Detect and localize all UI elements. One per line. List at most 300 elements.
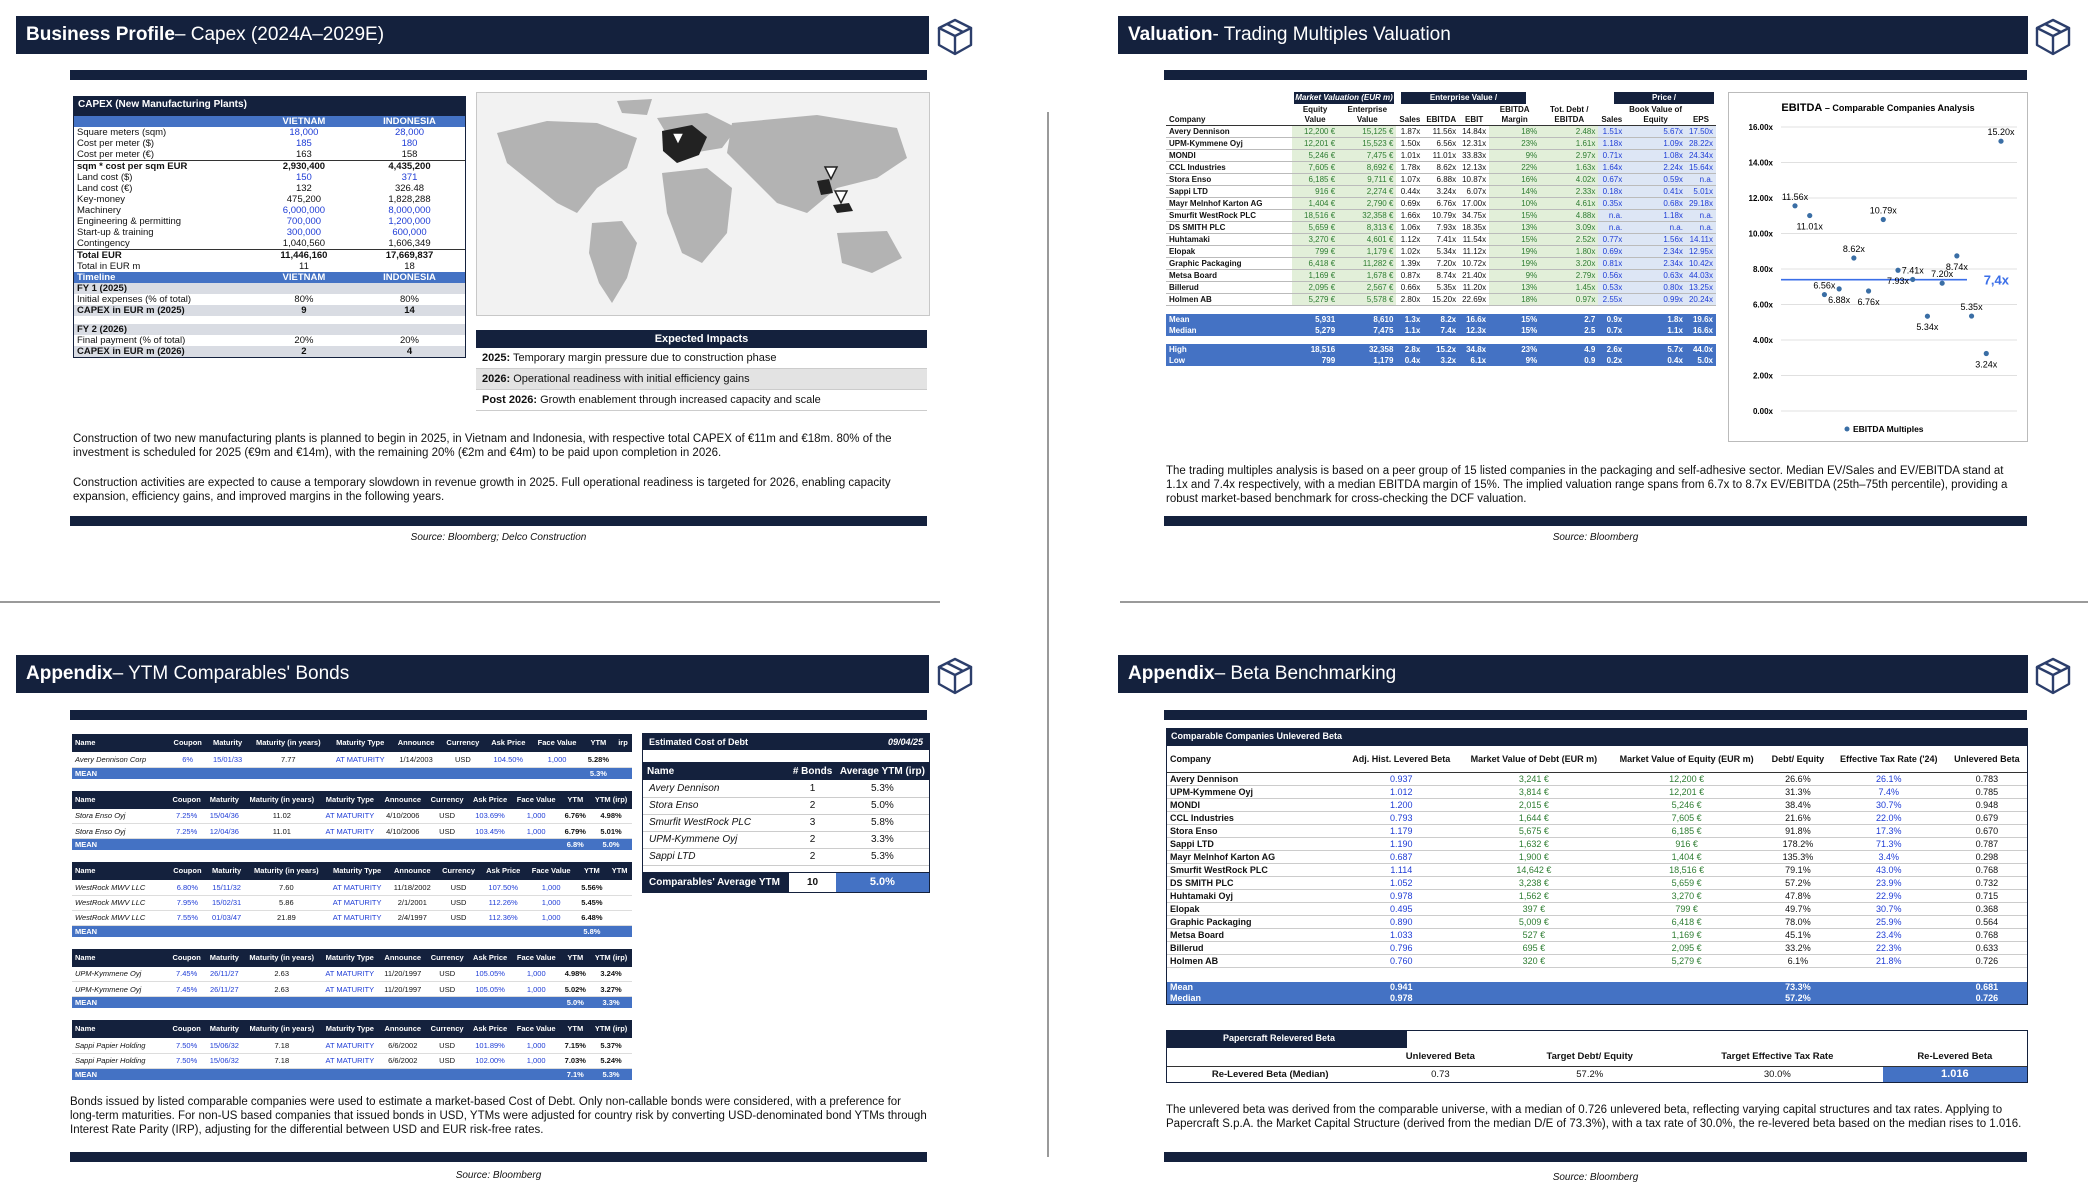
beta-header: Company — [1170, 753, 1212, 764]
beta-company: Sappi LTD — [1170, 838, 1214, 849]
bond-mean-irp — [607, 925, 632, 937]
beta-cell: 71.3% — [1875, 838, 1902, 849]
beta-company: MONDI — [1170, 799, 1200, 810]
multiples-cell: 1.80x — [1540, 246, 1598, 258]
chart-title: EBITDA – Comparable Companies Analysis — [1781, 102, 1975, 114]
data-label: 8.74x — [1945, 261, 1968, 272]
beta-cell: 0.495 — [1390, 903, 1413, 914]
capex-row-indonesia: 600,000 — [392, 227, 427, 238]
stat-cell: 1.3x — [1404, 315, 1421, 324]
beta-cell: 1.114 — [1390, 864, 1413, 875]
bond-header: Maturity Type — [333, 866, 382, 875]
beta-header: Market Value of Debt (EUR m) — [1470, 753, 1598, 764]
bond-header: Name — [75, 1024, 96, 1033]
beta-cell: 916 € — [1675, 838, 1698, 849]
multiples-cell: 2.80x — [1400, 295, 1421, 304]
bond-cell: 6% — [182, 754, 194, 764]
bond-cell: 11.02 — [272, 811, 291, 821]
bond-header: Face Value — [531, 866, 571, 875]
relev-h-unlev: Unlevered Beta — [1405, 1051, 1475, 1063]
beta-stat-empty — [1831, 993, 1947, 1004]
stat-cell: High — [1169, 345, 1187, 354]
data-point — [1925, 314, 1930, 319]
stat-cell: 15.2x — [1436, 345, 1457, 354]
bond-cell: 7.45% — [175, 984, 198, 994]
beta-cell: 0.783 — [1975, 773, 1999, 784]
multiples-cell: 2.97x — [1540, 150, 1598, 162]
beta-row — [1167, 772, 2027, 785]
multiples-cell: 7.41x — [1436, 235, 1457, 244]
multiples-cell: 4.61x — [1540, 198, 1598, 210]
data-point — [1969, 313, 1974, 318]
multiples-cell: 3.24x — [1436, 187, 1457, 196]
beta-header: Unlevered Beta — [1954, 753, 2020, 764]
multiples-cell: 1.45x — [1540, 282, 1598, 294]
beta-cell: 0.978 — [1390, 890, 1413, 901]
bond-row — [72, 1038, 632, 1053]
multiples-cell: 13.25x — [1686, 282, 1716, 294]
multiples-cell: 11.01x — [1432, 151, 1457, 160]
bond-header: Currency — [446, 738, 480, 747]
timeline-indonesia: INDONESIA — [383, 272, 436, 283]
bond-header: Maturity (in years) — [255, 738, 321, 747]
panel2-header — [1118, 16, 2028, 54]
multiples-header: Enterprise Value — [1347, 105, 1388, 124]
capex-row-indonesia: 1,828,288 — [388, 194, 431, 205]
bond-cell: 101.89% — [475, 1040, 505, 1050]
data-point — [1910, 277, 1915, 282]
bond-table — [72, 734, 632, 779]
beta-company: Mayr Melnhof Karton AG — [1170, 851, 1276, 862]
multiples-cell: 21.40x — [1462, 271, 1487, 280]
multiples-cell: 24.34x — [1686, 150, 1716, 162]
bond-row — [72, 910, 632, 925]
bond-header: Coupon — [172, 794, 201, 804]
bond-cell: 1,000 — [547, 754, 567, 764]
bond-cell: USD — [439, 1056, 455, 1065]
data-point — [1807, 213, 1812, 218]
bond-cell: AT MATURITY — [325, 969, 375, 979]
stat-cell: 0.9x — [1606, 315, 1623, 324]
multiples-cell: 1.18x — [1625, 210, 1686, 222]
panel2-source: Source: Bloomberg — [1552, 532, 1639, 543]
cod-avg-label: Comparables' Average YTM — [643, 872, 789, 892]
panel4-bottom-bar — [1164, 1152, 2027, 1162]
panel4-paragraph: The unlevered beta was derived from the comparable universe, with a median of 0.726 unlevered beta, reflecting varying capital structures and tax rates. Applying to Papercraft S.p.A. the Market Capital Structure (derived from the median D/E of 73.3%), with a tax rate of 30.0%, the re-levered beta based on the median rises to 1.016. — [1166, 1104, 2022, 1130]
bond-header: Maturity (in years) — [249, 952, 315, 962]
data-label: 5.35x — [1960, 302, 1983, 313]
stat-cell: 5.7x — [1667, 345, 1683, 354]
bond-header: Ask Price — [486, 866, 521, 875]
multiples-cell: 9,711 € — [1338, 174, 1396, 186]
beta-cell: 1.200 — [1390, 799, 1413, 810]
bond-cell: 4.98% — [600, 811, 622, 821]
vertical-divider — [1047, 112, 1049, 1157]
bond-cell: 26/11/27 — [210, 969, 239, 979]
beta-cell: 91.8% — [1785, 825, 1811, 836]
bond-header: YTM — [567, 794, 584, 804]
y-tick-label: 14.00x — [1748, 158, 1773, 168]
beta-company: DS SMITH PLC — [1170, 877, 1234, 888]
beta-cell: 43.0% — [1875, 864, 1902, 875]
multiples-cell: 18.35x — [1462, 223, 1487, 232]
group-headers — [1166, 92, 1716, 105]
data-label: 5.34x — [1916, 322, 1939, 333]
bond-cell: 11.01 — [272, 826, 291, 836]
beta-row — [1167, 863, 2027, 876]
capex-row-label: Land cost (€) — [77, 183, 133, 194]
multiples-cell: 6,418 € — [1292, 258, 1338, 270]
multiples-cell: 0.41x — [1625, 186, 1686, 198]
company-name: Billerud — [1169, 283, 1199, 292]
beta-cell: 3,238 € — [1518, 877, 1549, 888]
bond-cell: Stora Enso Oyj — [75, 826, 126, 836]
bond-cell: 1,000 — [541, 898, 561, 907]
multiples-row — [1166, 126, 1716, 138]
beta-cell: 0.732 — [1975, 877, 1999, 888]
panel3-top-bar — [70, 710, 927, 720]
capex-row — [74, 261, 465, 272]
bond-cell: USD — [450, 882, 467, 892]
bond-cell: 3.24% — [600, 969, 622, 979]
beta-cell: 1,562 € — [1518, 890, 1549, 901]
capex-row-indonesia: 371 — [401, 172, 418, 183]
capex-row-label: Total EUR — [77, 250, 122, 261]
multiples-cell: 5,659 € — [1292, 222, 1338, 234]
beta-cell: 14,642 € — [1516, 864, 1552, 875]
multiples-cell: 13% — [1489, 222, 1540, 234]
bond-cell: 4.98% — [564, 969, 586, 979]
beta-header: Market Value of Equity (EUR m) — [1619, 753, 1754, 764]
beta-cell: 30.7% — [1875, 903, 1902, 914]
bond-header: Coupon — [173, 738, 202, 747]
bond-header: Ask Price — [472, 1024, 508, 1033]
stat-cell: 2.6x — [1606, 345, 1623, 354]
capex-row — [74, 172, 465, 183]
beta-row — [1167, 824, 2027, 837]
multiples-row — [1166, 234, 1716, 246]
bond-cell: 103.69% — [475, 811, 505, 821]
bond-cell: USD — [439, 826, 455, 836]
multiples-cell: 2.33x — [1540, 186, 1598, 198]
bond-cell: 104.50% — [493, 754, 524, 764]
bond-cell: AT MATURITY — [332, 882, 382, 892]
bond-cell: 7.18 — [274, 1056, 290, 1065]
capex-row-vietnam: 11,446,160 — [280, 250, 328, 261]
multiples-cell: 0.66x — [1400, 283, 1421, 292]
bond-cell: 7.60 — [279, 882, 294, 892]
bond-header: Maturity — [209, 1024, 239, 1033]
beta-cell: 1.190 — [1390, 838, 1413, 849]
bond-cell: 11/20/1997 — [384, 984, 422, 994]
bond-cell: Stora Enso Oyj — [75, 811, 126, 821]
capex-row-indonesia: 28,000 — [394, 127, 425, 138]
capex-row-indonesia: 1,606,349 — [388, 238, 431, 249]
beta-header: Effective Tax Rate ('24) — [1839, 753, 1938, 764]
data-label: 8.62x — [1842, 243, 1865, 254]
bond-cell: 15/02/31 — [212, 898, 242, 907]
bond-cell: USD — [454, 754, 471, 764]
multiples-cell: 2.79x — [1540, 270, 1598, 282]
multiples-cell: 32,358 € — [1338, 210, 1396, 222]
cod-date: 09/04/25 — [887, 737, 923, 747]
multiples-cell: 22% — [1489, 162, 1540, 174]
multiples-cell: 17.50x — [1686, 126, 1716, 138]
multiples-cell: 0.68x — [1625, 198, 1686, 210]
beta-company: Huhtamaki Oyj — [1170, 890, 1234, 901]
multiples-header: EBITDA — [1426, 115, 1457, 124]
beta-cell: 78.0% — [1785, 916, 1811, 927]
beta-header: Debt/ Equity — [1771, 753, 1825, 764]
median-label: 7,4x — [1983, 272, 2009, 288]
beta-company: Stora Enso — [1170, 825, 1218, 836]
stat-cell: Mean — [1169, 315, 1190, 324]
beta-cell: 23.9% — [1875, 877, 1902, 888]
multiples-cell: n.a. — [1686, 174, 1716, 186]
relevered-beta-table — [1166, 1030, 2028, 1083]
bond-header: Maturity Type — [336, 738, 385, 747]
bond-cell: 1,000 — [541, 913, 561, 922]
beta-cell: 5,279 € — [1671, 955, 1702, 966]
expected-impacts-box — [476, 330, 927, 411]
beta-cell: 0.890 — [1390, 916, 1413, 927]
bond-cell: USD — [439, 811, 455, 821]
bond-cell: Sappi Papier Holding — [75, 1056, 146, 1065]
horizontal-divider-right — [1120, 601, 2088, 603]
multiples-cell: 8.62x — [1436, 163, 1457, 172]
bond-mean-irp: 3.3% — [602, 998, 620, 1007]
bond-cell: AT MATURITY — [325, 826, 375, 836]
data-label: 11.01x — [1796, 221, 1823, 232]
multiples-cell: 6,185 € — [1292, 174, 1338, 186]
bond-row — [72, 824, 632, 839]
beta-cell: 49.7% — [1785, 903, 1811, 914]
data-point — [1881, 217, 1886, 222]
bond-mean-label: MEAN — [75, 926, 98, 936]
unlevered-beta-table — [1166, 728, 2028, 1005]
multiples-cell: 0.35x — [1598, 198, 1625, 210]
multiples-stat-row — [1166, 325, 1716, 336]
bond-cell: 5.86 — [279, 898, 294, 907]
stat-cell: 7.4x — [1440, 326, 1457, 335]
bond-cell: 112.26% — [488, 898, 518, 907]
fy2-row2-label: CAPEX in EUR m (2026) — [77, 346, 185, 357]
stat-cell: 1,179 — [1373, 356, 1394, 365]
capex-row-indonesia: 17,669,837 — [385, 250, 434, 261]
bond-cell: 7.25% — [175, 811, 198, 821]
group-enterprise-value: Enterprise Value / — [1401, 92, 1526, 104]
data-label: 7.20x — [1931, 269, 1954, 280]
beta-cell: 3,270 € — [1671, 890, 1702, 901]
bond-table — [72, 1020, 632, 1080]
multiples-row — [1166, 150, 1716, 162]
impact-text: Growth enablement through increased capacity and scale — [537, 394, 821, 406]
beta-cell: 22.3% — [1875, 942, 1902, 953]
beta-stat-unlev: 0.726 — [1975, 993, 1999, 1003]
bond-header-row — [72, 862, 632, 880]
beta-stat-lev: 0.978 — [1390, 993, 1413, 1003]
bond-header: Name — [75, 794, 96, 804]
cod-cell: UPM-Kymmene Oyj — [649, 834, 738, 845]
bond-header: Maturity — [209, 794, 239, 804]
data-label: 10.79x — [1869, 205, 1897, 216]
stat-cell: 1.8x — [1667, 315, 1683, 324]
bond-cell: AT MATURITY — [325, 1056, 375, 1065]
multiples-row — [1166, 198, 1716, 210]
bond-mean-row — [72, 767, 632, 779]
cod-row — [643, 831, 929, 848]
bond-header: Maturity (in years) — [254, 866, 319, 875]
panel3-paragraph: Bonds issued by listed comparable companies were used to estimate a market-based Cost of Debt. Only non-callable bonds were considered, with a preference for long-term maturities. For non-US based companies that issued bonds in USD, YTMs were adjusted for country risk by converting USD-denominated bond YTMs through Interest Rate Parity (IRP), adjusting for the differential between USD and EUR risk-free rates. — [70, 1096, 927, 1136]
multiples-cell: 1.09x — [1625, 138, 1686, 150]
multiples-cell: 10% — [1489, 198, 1540, 210]
multiples-cell: 15.64x — [1686, 162, 1716, 174]
capex-row-vietnam: 185 — [295, 138, 312, 149]
beta-cell: 12,200 € — [1669, 773, 1705, 784]
stat-cell: 15% — [1521, 326, 1538, 335]
bond-cell: AT MATURITY — [332, 898, 382, 907]
beta-cell: 2,015 € — [1518, 799, 1549, 810]
bond-header: Ask Price — [473, 952, 508, 962]
multiples-cell: 2,567 € — [1338, 282, 1396, 294]
beta-cell: 1,169 € — [1671, 929, 1702, 940]
capex-row — [74, 183, 465, 194]
bond-header: Ask Price — [472, 794, 508, 804]
bond-cell: 7.77 — [280, 754, 296, 764]
capex-row-label: Contingency — [77, 238, 130, 249]
bond-row — [72, 895, 632, 910]
bond-mean-label: MEAN — [75, 840, 98, 849]
bond-cell: WestRock MWV LLC — [75, 913, 146, 922]
multiples-cell: 5.35x — [1436, 283, 1457, 292]
multiples-cell: 19% — [1489, 258, 1540, 270]
beta-stat-lev: 0.941 — [1390, 982, 1413, 992]
cod-row — [643, 797, 929, 814]
data-point — [1998, 139, 2003, 144]
beta-cell: 0.679 — [1975, 812, 1999, 823]
capex-row-label: Square meters (sqm) — [77, 127, 167, 138]
relev-de: 57.2% — [1576, 1068, 1604, 1080]
beta-cell: 5,675 € — [1518, 825, 1549, 836]
multiples-cell: 0.69x — [1598, 246, 1625, 258]
beta-company: Avery Dennison — [1170, 773, 1239, 784]
bond-header: Face Value — [516, 794, 556, 804]
beta-row — [1167, 941, 2027, 954]
beta-stat-de: 57.2% — [1785, 993, 1811, 1003]
multiples-cell: 14.84x — [1462, 127, 1487, 136]
fy1-label: FY 1 (2025) — [77, 283, 127, 294]
cod-cell: Stora Enso — [649, 800, 699, 811]
multiples-cell: 4.02x — [1540, 174, 1598, 186]
bond-header: Coupon — [172, 1024, 201, 1033]
multiples-cell: 13% — [1489, 282, 1540, 294]
beta-cell: 0.787 — [1975, 838, 1999, 849]
beta-cell: 31.3% — [1785, 786, 1811, 797]
beta-cell: 0.564 — [1975, 916, 1999, 927]
data-point — [1984, 351, 1989, 356]
multiples-cell: 15,523 € — [1338, 138, 1396, 150]
cod-cell: 5.0% — [871, 800, 894, 811]
bond-cell — [607, 910, 632, 925]
bond-row — [72, 880, 632, 895]
beta-cell: 0.760 — [1390, 955, 1413, 966]
bond-cell: 112.36% — [488, 913, 518, 922]
multiples-cell: 11.54x — [1462, 235, 1487, 244]
beta-cell: 21.6% — [1785, 812, 1811, 823]
panel1-paragraph-1: Construction of two new manufacturing plants is planned to begin in 2025, in Vietnam and Indonesia, with respective total CAPEX of €11m and €18m. 80% of the investment is scheduled for 2025 (€9m and €14m), with the remaining 20% (€2m and €4m) to be paid upon completion in 2026. — [73, 433, 892, 459]
bond-cell: 5.24% — [600, 1056, 622, 1065]
cod-cell: 2 — [809, 800, 816, 811]
beta-row — [1167, 785, 2027, 798]
bond-cell: 6.48% — [581, 913, 603, 922]
bond-cell: 21.89 — [276, 913, 296, 922]
data-point — [1837, 286, 1842, 291]
data-label: 15.20x — [1987, 127, 2015, 138]
beta-row — [1167, 889, 2027, 902]
fy2-row1-v: 20% — [294, 335, 314, 346]
capex-row-label: Machinery — [77, 205, 121, 216]
data-label: 7.41x — [1901, 265, 1924, 276]
stat-cell: 5.0x — [1697, 356, 1713, 365]
multiples-cell: 1.61x — [1540, 138, 1598, 150]
stat-cell: 19.6x — [1692, 315, 1713, 324]
bond-header: Maturity (in years) — [249, 794, 315, 804]
capex-row — [74, 127, 465, 138]
multiples-cell: 11.56x — [1432, 127, 1457, 136]
bond-header: Name — [75, 952, 96, 962]
panel4-top-bar — [1164, 710, 2027, 720]
panel3-source: Source: Bloomberg — [455, 1170, 542, 1181]
multiples-cell: 18% — [1489, 126, 1540, 138]
panel4-title-rest: – Beta Benchmarking — [1214, 663, 1397, 684]
data-label: 6.88x — [1828, 294, 1851, 305]
bond-cell: 1,000 — [526, 811, 546, 821]
multiples-grid — [1166, 105, 1716, 366]
beta-cell: 38.4% — [1785, 799, 1811, 810]
bond-header: Face Value — [516, 1024, 556, 1033]
world-map — [476, 92, 930, 316]
beta-cell: 1.052 — [1390, 877, 1413, 888]
beta-cell: 0.633 — [1975, 942, 1999, 953]
bond-cell: 6/6/2002 — [388, 1056, 418, 1065]
relev-h-tax: Target Effective Tax Rate — [1721, 1051, 1834, 1063]
multiples-cell: 1,404 € — [1292, 198, 1338, 210]
multiples-cell: 6.88x — [1436, 175, 1457, 184]
bond-cell: AT MATURITY — [325, 811, 375, 821]
capex-table — [73, 96, 466, 358]
data-point — [1792, 203, 1797, 208]
bond-cell: 105.05% — [475, 984, 505, 994]
bond-cell: 2/4/1997 — [397, 913, 427, 922]
multiples-cell: 1,179 € — [1338, 246, 1396, 258]
beta-stat-unlev: 0.681 — [1975, 982, 1999, 992]
panel2-title-bold: Valuation — [1128, 24, 1213, 45]
capex-grid — [74, 116, 465, 357]
panel1-title-bold: Business Profile — [26, 24, 175, 45]
capex-row — [74, 161, 465, 173]
beta-table-title: Comparable Companies Unlevered Beta — [1167, 729, 2027, 746]
cod-cell: 2 — [809, 851, 816, 862]
bond-header: Face Value — [516, 952, 556, 962]
multiples-cell: 0.69x — [1400, 199, 1421, 208]
bond-cell: UPM-Kymmene Oyj — [75, 984, 142, 994]
stat-cell: 34.8x — [1466, 345, 1487, 354]
multiples-row — [1166, 270, 1716, 282]
bond-cell: 102.00% — [475, 1056, 505, 1065]
multiples-cell: 0.87x — [1400, 271, 1421, 280]
beta-cell: 1.033 — [1390, 929, 1413, 940]
bond-header: Maturity — [213, 738, 243, 747]
